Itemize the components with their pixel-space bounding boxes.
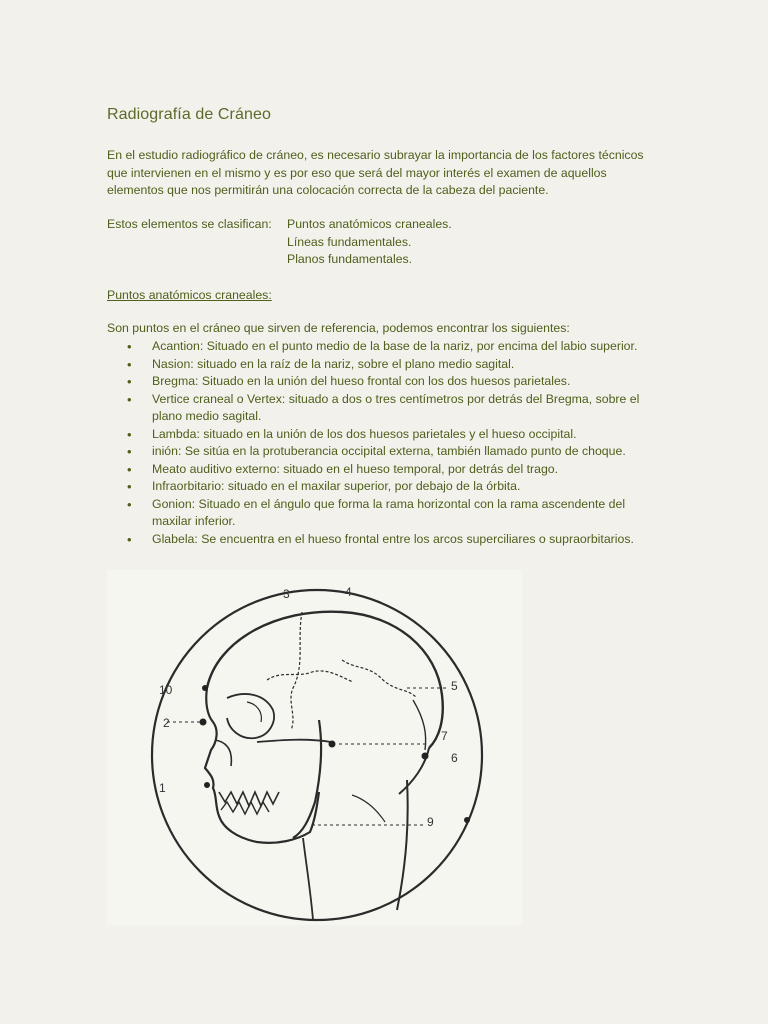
skull-vault	[207, 612, 443, 748]
figure-label: 10	[159, 683, 173, 697]
list-item: • inión: Se sitúa en la protuberancia occipital externa, también llamado punto de choque.	[107, 443, 667, 461]
teeth-lower	[221, 802, 269, 814]
figure-label: 5	[451, 679, 458, 693]
list-item: • Acantion: Situado en el punto medio de la base de la nariz, por encima del labio superior.	[107, 338, 667, 356]
classification-list	[287, 216, 452, 269]
list-item: • Bregma: Situado en la unión del hueso frontal con los dos huesos parietales.	[107, 373, 667, 391]
list-item: • Meato auditivo externo: situado en el hueso temporal, por detrás del trago.	[107, 461, 667, 479]
figure-label: 3	[283, 587, 290, 601]
classification-label: Estos elementos se clasifican:	[107, 217, 272, 231]
section-heading: Puntos anatómicos craneales:	[107, 288, 272, 302]
meatus-point	[329, 741, 336, 748]
list-item: • Vertice craneal o Vertex: situado a dos o tres centímetros por detrás del Bregma, sobre el plano medio sagital.	[107, 391, 667, 426]
classification-item: Líneas fundamentales.	[287, 234, 412, 249]
page-title: Radiografía de Cráneo	[107, 106, 271, 123]
anatomic-points-list	[107, 338, 667, 548]
figure-label: 9	[427, 815, 434, 829]
orbit	[227, 694, 274, 738]
list-item: • Glabela: Se encuentra en el hueso frontal entre los arcos superciliares o supraorbitarios.	[107, 531, 667, 549]
list-item: • Infraorbitario: situado en el maxilar superior, por debajo de la órbita.	[107, 478, 667, 496]
list-item: • Lambda: situado en la unión de los dos huesos parietales y el hueso occipital.	[107, 426, 667, 444]
skull-diagram	[107, 570, 522, 925]
coronal-suture	[291, 612, 302, 730]
figure-label: 2	[163, 716, 170, 730]
intro-line: que intervienen en el mismo y es por eso que será del mayor interés el examen de aquellos	[107, 165, 607, 180]
classification-item: Planos fundamentales.	[287, 252, 413, 266]
classification-item: Puntos anatómicos craneales.	[287, 217, 452, 231]
figure-label: 7	[441, 729, 448, 743]
figure-label: 1	[159, 781, 166, 795]
skull-drawing	[107, 570, 522, 925]
face-profile	[205, 688, 319, 843]
outline-circle	[152, 590, 482, 920]
mandible-ramus	[293, 720, 321, 838]
intro-paragraph	[107, 147, 667, 200]
intro-line: En el estudio radiográfico de cráneo, es necesario subrayar la importancia de los factores técnicos	[107, 148, 644, 162]
lead-sentence: Son puntos en el cráneo que sirven de referencia, podemos encontrar los siguientes:	[107, 321, 570, 335]
figure-label: 4	[345, 585, 352, 599]
intro-line: elementos que nos permitirán una colocación correcta de la cabeza del paciente.	[107, 183, 549, 197]
list-item: • Nasion: situado en la raíz de la nariz, sobre el plano medio sagital.	[107, 356, 667, 374]
list-item: • Gonion: Situado en el ángulo que forma la rama horizontal con la rama ascendente del maxilar inferior.	[107, 496, 667, 531]
figure-label: 6	[451, 751, 458, 765]
